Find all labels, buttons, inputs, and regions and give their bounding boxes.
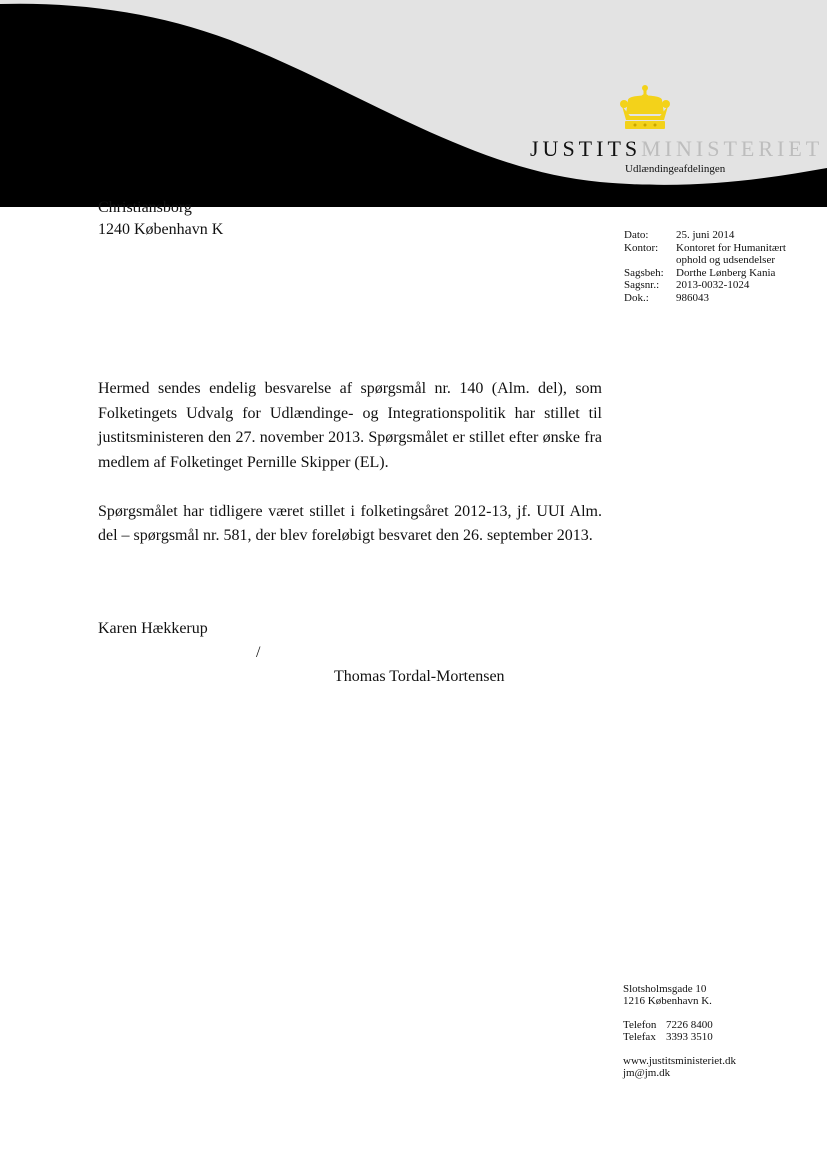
phone-label: Telefon — [623, 1018, 657, 1031]
footer-email-link[interactable]: jm@jm.dk — [623, 1067, 671, 1080]
meta-key: Dato: — [624, 229, 649, 241]
contact-footer — [623, 983, 736, 1079]
meta-value: 986043 — [676, 291, 709, 304]
body-paragraph-2: Spørgsmålet har tidligere været stillet i folketingsåret 2012-13, jf. UUI Alm. del – spørgsmål nr. 581, der blev foreløbigt besvaret den 26. september 2013. — [98, 502, 602, 544]
meta-key: Sagsnr.: — [624, 279, 660, 292]
meta-row — [624, 229, 801, 242]
recipient-address — [98, 197, 223, 241]
meta-row — [624, 292, 801, 305]
meta-row — [624, 242, 801, 255]
address-line-2: 1240 København K — [98, 221, 224, 238]
meta-key: Sagsbeh: — [624, 266, 664, 279]
meta-key: Kontor: — [624, 241, 659, 254]
letter-body — [98, 377, 602, 573]
meta-row — [624, 254, 801, 267]
ministry-logo — [530, 136, 823, 162]
fax-number: 3393 3510 — [666, 1031, 713, 1044]
meta-key — [624, 254, 676, 267]
meta-value: 25. juni 2014 — [676, 229, 735, 241]
meta-value: ophold og udsendelser — [676, 254, 775, 267]
meta-value: Dorthe Lønberg Kania — [676, 266, 776, 279]
footer-fax — [623, 1031, 736, 1043]
footer-web-link[interactable]: www.justitsministeriet.dk — [623, 1054, 736, 1067]
address-line-1: Christiansborg — [98, 199, 192, 216]
letterhead-banner — [0, 0, 827, 210]
signature-minister: Karen Hækkerup — [98, 620, 208, 637]
logo-light-text: MINISTERIET — [641, 136, 824, 161]
meta-row — [624, 267, 801, 280]
footer-city: 1216 København K. — [623, 995, 712, 1008]
crown-icon — [618, 84, 672, 132]
meta-value: 2013-0032-1024 — [676, 279, 750, 292]
meta-row — [624, 279, 801, 292]
meta-value: Kontoret for Humanitært — [676, 241, 786, 254]
footer-phone — [623, 1019, 736, 1031]
signature-separator: / — [256, 644, 261, 661]
phone-number: 7226 8400 — [666, 1018, 713, 1031]
body-paragraph-1: Hermed sendes endelig besvarelse af spørgsmål nr. 140 (Alm. del), som Folketingets Udvalg for Udlændinge- og Integrationspolitik har stillet til justitsministeren den 27. november 2013. Spørgsmålet er stillet efter ønske fra medlem af Folketinget Pernille Skipper (EL). — [98, 380, 602, 471]
logo-bold-text: JUSTITS — [530, 136, 642, 161]
fax-label: Telefax — [623, 1031, 656, 1044]
signature-official: Thomas Tordal-Mortensen — [334, 668, 505, 685]
department-name: Udlændingeafdelingen — [625, 163, 726, 175]
document-metadata — [624, 229, 801, 305]
meta-key: Dok.: — [624, 291, 649, 304]
footer-street: Slotsholmsgade 10 — [623, 983, 707, 995]
